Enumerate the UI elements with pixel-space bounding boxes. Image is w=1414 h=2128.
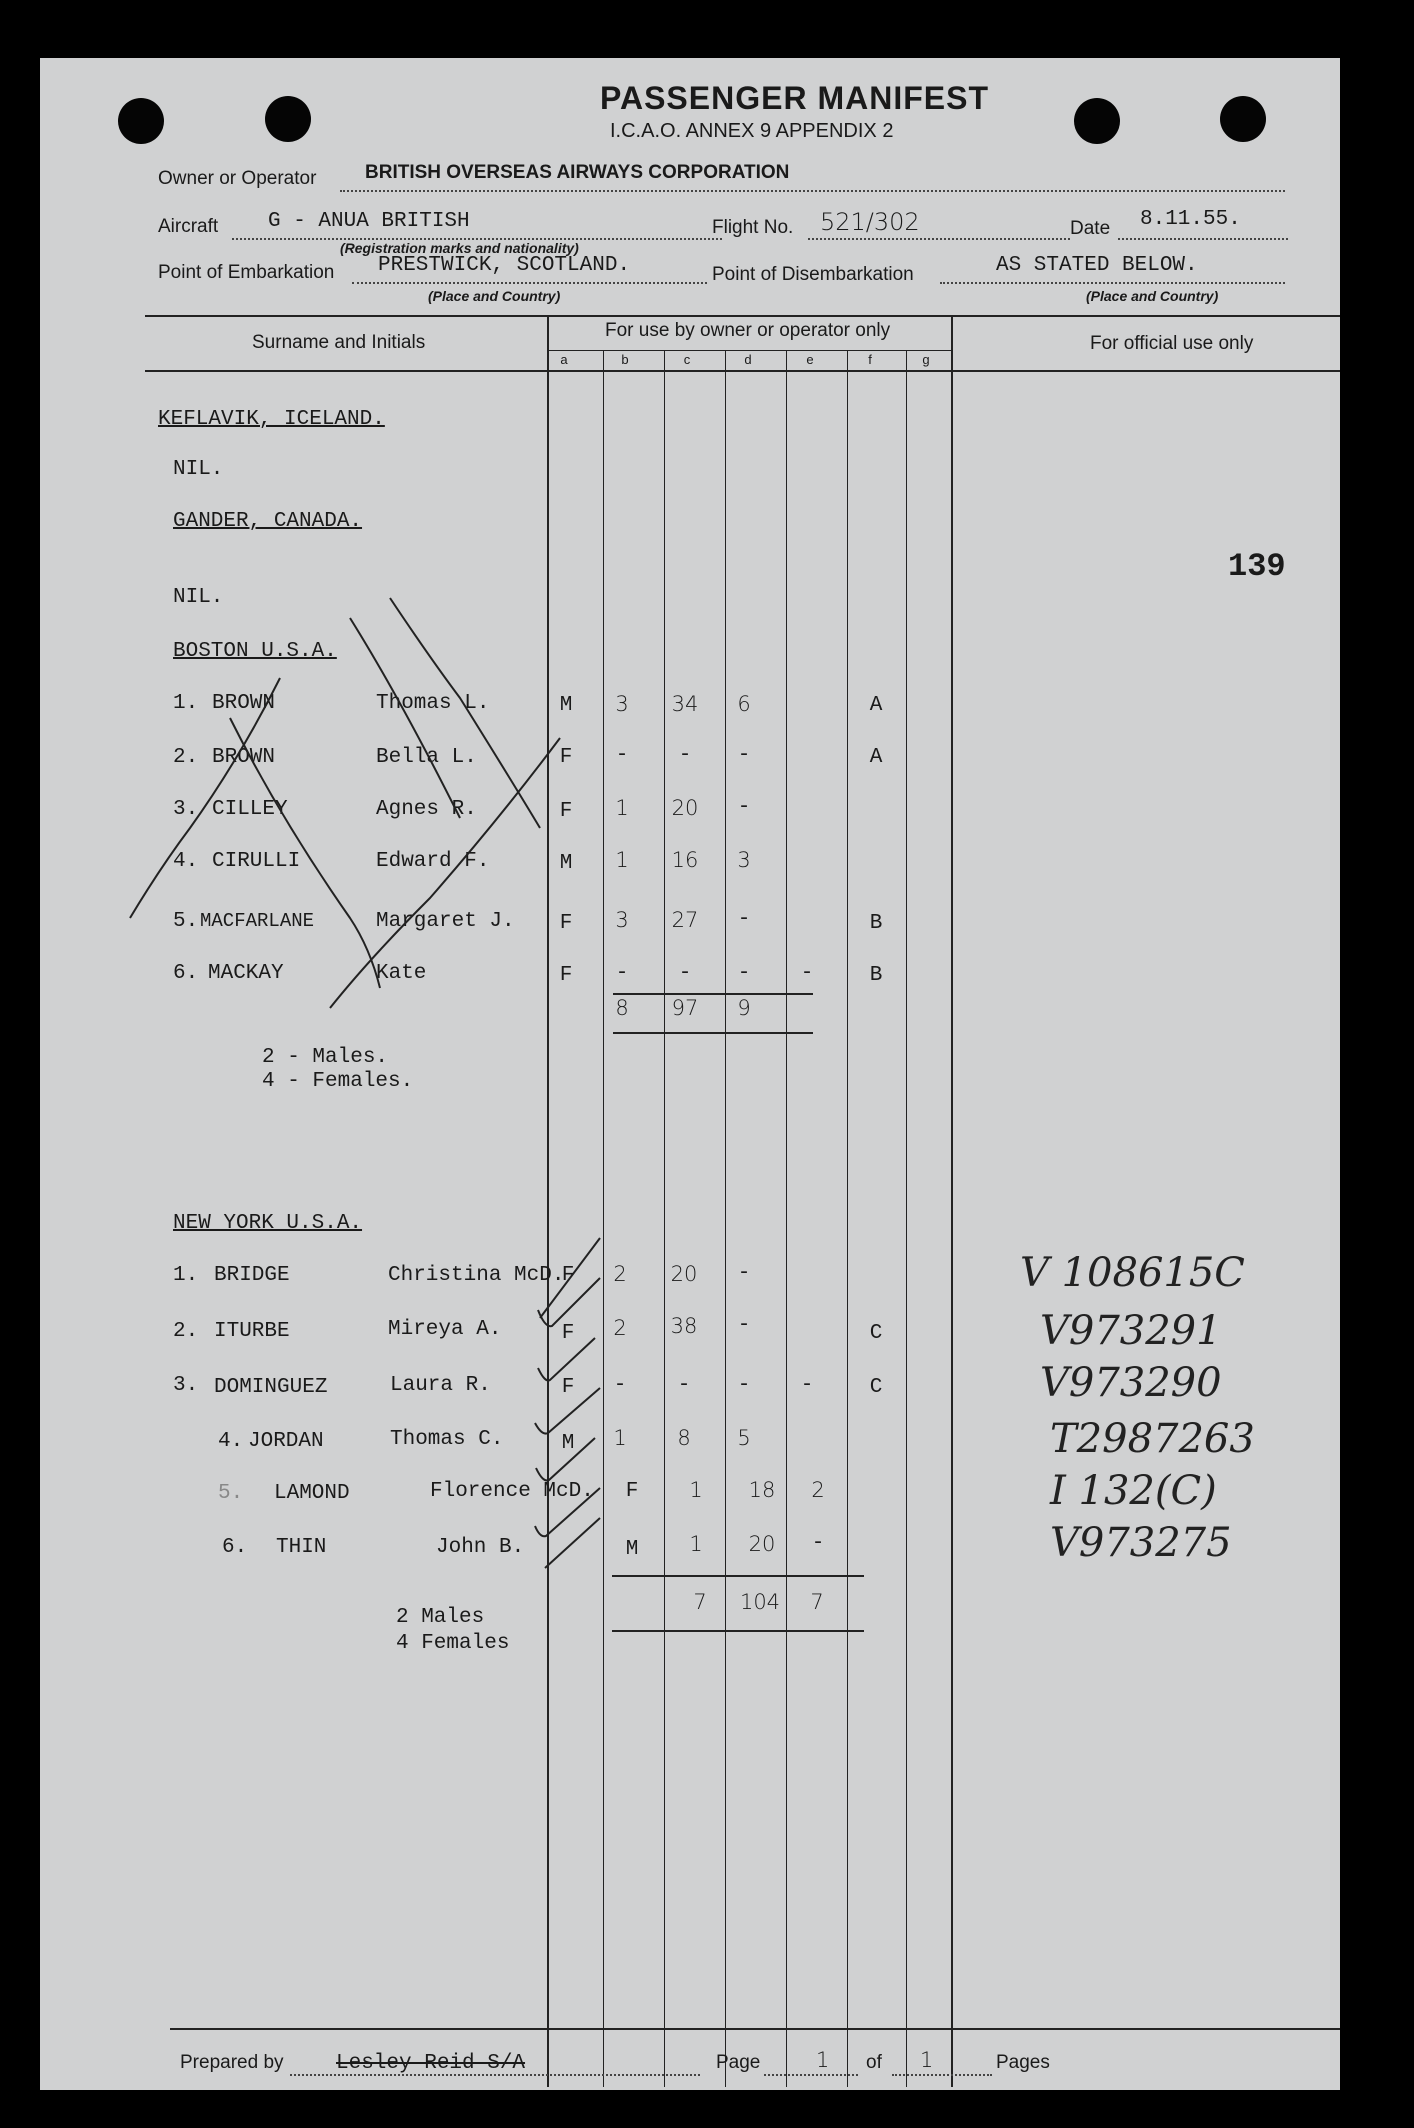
row-given-name: Thomas L. bbox=[376, 692, 490, 715]
row-given-name: Florence McD. bbox=[430, 1480, 594, 1503]
row-surname: LAMOND bbox=[274, 1482, 350, 1505]
row-col-f: B bbox=[869, 964, 883, 987]
row-col-e: - bbox=[800, 962, 814, 985]
row-col-b: - bbox=[615, 962, 629, 985]
col-letter-f: f bbox=[868, 352, 872, 367]
row-surname: DOMINGUEZ bbox=[214, 1376, 328, 1399]
row-col-d: - bbox=[737, 1374, 751, 1397]
row-number: 5. bbox=[173, 910, 199, 933]
row-surname: CIRULLI bbox=[212, 850, 301, 873]
row-col-d: - bbox=[811, 1532, 825, 1555]
prepared-label: Prepared by bbox=[180, 2052, 284, 2073]
flight-value: 521/302 bbox=[820, 208, 920, 236]
section-heading-boston: BOSTON U.S.A. bbox=[173, 640, 337, 663]
row-col-c: 20 bbox=[671, 796, 699, 820]
row-col-a: F bbox=[559, 912, 573, 935]
document-title: PASSENGER MANIFEST bbox=[600, 80, 989, 116]
row-col-a: F bbox=[561, 1322, 575, 1345]
row-col-c: 27 bbox=[671, 908, 699, 932]
row-col-b: 3 bbox=[615, 908, 629, 932]
row-number: 2. bbox=[173, 746, 199, 769]
of-value: 1 bbox=[920, 2048, 934, 2072]
row-surname: BROWN bbox=[212, 692, 276, 715]
row-col-c: - bbox=[677, 1374, 691, 1397]
row-surname: THIN bbox=[276, 1536, 327, 1559]
row-surname: MACKAY bbox=[208, 962, 284, 985]
row-number: 5. bbox=[218, 1482, 244, 1505]
row-col-b: 2 bbox=[613, 1316, 627, 1340]
row-surname: MACFARLANE bbox=[200, 910, 315, 932]
row-col-f: A bbox=[869, 694, 883, 717]
col-letter-e: e bbox=[806, 352, 814, 367]
row-given-name: Agnes R. bbox=[376, 798, 477, 821]
page-number: 139 bbox=[1228, 548, 1286, 585]
row-given-name: Margaret J. bbox=[376, 910, 515, 933]
owner-label: Owner or Operator bbox=[158, 168, 317, 189]
row-given-name: Kate bbox=[376, 962, 427, 985]
row-col-c: - bbox=[678, 744, 692, 767]
row-col-b: 3 bbox=[615, 692, 629, 716]
row-given-name: Edward F. bbox=[376, 850, 490, 873]
row-given-name: Thomas C. bbox=[390, 1428, 504, 1451]
official-passport-number: I 132(C) bbox=[1050, 1468, 1217, 1514]
row-col-a: F bbox=[559, 964, 573, 987]
row-col-f: A bbox=[869, 746, 883, 769]
owner-value: BRITISH OVERSEAS AIRWAYS CORPORATION bbox=[365, 162, 790, 183]
row-given-name: Laura R. bbox=[390, 1374, 491, 1397]
row-col-c: 38 bbox=[670, 1314, 698, 1338]
row-col-d: - bbox=[737, 1262, 751, 1285]
row-surname: ITURBE bbox=[214, 1320, 290, 1343]
summary-females: 4 Females bbox=[396, 1632, 510, 1655]
row-col-c: 20 bbox=[748, 1532, 776, 1556]
document-subtitle: I.C.A.O. ANNEX 9 APPENDIX 2 bbox=[610, 120, 894, 142]
row-col-a: F bbox=[561, 1376, 575, 1399]
row-number: 6. bbox=[173, 962, 199, 985]
row-col-d: - bbox=[737, 1314, 751, 1337]
row-col-d: 5 bbox=[737, 1426, 751, 1450]
row-number: 2. bbox=[173, 1320, 199, 1343]
row-col-d: - bbox=[737, 908, 751, 931]
col-letter-d: d bbox=[744, 352, 752, 367]
row-col-c: 20 bbox=[670, 1262, 698, 1286]
aircraft-value: G - ANUA BRITISH bbox=[268, 210, 470, 233]
row-col-c: - bbox=[678, 962, 692, 985]
row-col-a: M bbox=[559, 694, 573, 717]
section-heading-keflavik: KEFLAVIK, ICELAND. bbox=[158, 408, 385, 431]
row-surname: BRIDGE bbox=[214, 1264, 290, 1287]
total-col-c: 97 bbox=[671, 996, 699, 1020]
official-passport-number: V 108615C bbox=[1020, 1250, 1245, 1296]
total-col-d: 7 bbox=[810, 1590, 824, 1614]
date-value: 8.11.55. bbox=[1140, 208, 1241, 231]
row-col-f: C bbox=[869, 1376, 883, 1399]
row-col-c: 8 bbox=[677, 1426, 691, 1450]
total-col-b: 7 bbox=[693, 1590, 707, 1614]
col-letter-b: b bbox=[621, 352, 629, 367]
row-col-a: F bbox=[559, 800, 573, 823]
row-col-b: 1 bbox=[615, 796, 629, 820]
date-label: Date bbox=[1070, 218, 1111, 239]
row-col-d: - bbox=[737, 796, 751, 819]
official-passport-number: T2987263 bbox=[1050, 1416, 1255, 1462]
row-given-name: Christina McD. bbox=[388, 1264, 565, 1287]
official-passport-number: V973290 bbox=[1040, 1360, 1222, 1406]
row-col-b: 2 bbox=[613, 1262, 627, 1286]
surname-header: Surname and Initials bbox=[252, 332, 426, 353]
registration-note: (Registration marks and nationality) bbox=[340, 240, 579, 256]
total-col-c: 104 bbox=[739, 1590, 781, 1614]
row-number: 3. bbox=[173, 798, 199, 821]
row-given-name: Bella L. bbox=[376, 746, 477, 769]
row-col-d: 2 bbox=[811, 1478, 825, 1502]
embarkation-value: PRESTWICK, SCOTLAND. bbox=[378, 254, 631, 277]
row-col-b: 1 bbox=[689, 1532, 703, 1556]
aircraft-label: Aircraft bbox=[158, 216, 219, 237]
official-passport-number: V973275 bbox=[1050, 1520, 1232, 1566]
row-given-name: John B. bbox=[436, 1536, 525, 1559]
row-number: 4. bbox=[173, 850, 199, 873]
row-col-e: - bbox=[800, 1374, 814, 1397]
section-note-gander: NIL. bbox=[173, 586, 224, 609]
embarkation-label: Point of Embarkation bbox=[158, 262, 335, 283]
disembarkation-label: Point of Disembarkation bbox=[712, 264, 914, 285]
official-use-header: For official use only bbox=[1090, 333, 1254, 354]
row-col-b: 1 bbox=[689, 1478, 703, 1502]
row-col-a: F bbox=[561, 1264, 575, 1287]
summary-males: 2 - Males. bbox=[262, 1046, 389, 1069]
manifest-sheet bbox=[40, 58, 1340, 2090]
row-col-c: 18 bbox=[748, 1478, 776, 1502]
summary-males: 2 Males bbox=[396, 1606, 485, 1629]
col-letter-a: a bbox=[560, 352, 568, 367]
page-value: 1 bbox=[816, 2048, 830, 2072]
total-col-b: 8 bbox=[615, 996, 629, 1020]
flight-label: Flight No. bbox=[712, 217, 794, 238]
prepared-value: Lesley Reid S/A bbox=[336, 2052, 526, 2075]
of-label: of bbox=[866, 2052, 882, 2073]
row-col-c: 16 bbox=[671, 848, 699, 872]
summary-females: 4 - Females. bbox=[262, 1070, 414, 1093]
row-number: 1. bbox=[173, 1264, 199, 1287]
place-note: (Place and Country) bbox=[428, 288, 561, 304]
row-surname: BROWN bbox=[212, 746, 276, 769]
row-col-b: 1 bbox=[613, 1426, 627, 1450]
place-note: (Place and Country) bbox=[1086, 288, 1219, 304]
row-col-a: M bbox=[559, 852, 573, 875]
page-label: Page bbox=[716, 2052, 761, 2073]
cross-out-marks bbox=[40, 58, 1340, 2090]
section-heading-newyork: NEW YORK U.S.A. bbox=[173, 1212, 363, 1235]
official-passport-number: V973291 bbox=[1040, 1308, 1222, 1354]
row-col-d: 6 bbox=[737, 692, 751, 716]
row-number: 1. bbox=[173, 692, 199, 715]
row-number: 4. bbox=[218, 1430, 244, 1453]
row-col-a: M bbox=[561, 1432, 575, 1455]
section-heading-gander: GANDER, CANADA. bbox=[173, 510, 363, 533]
total-col-d: 9 bbox=[737, 996, 751, 1020]
row-number: 6. bbox=[222, 1536, 248, 1559]
row-surname: JORDAN bbox=[248, 1430, 324, 1453]
section-note-keflavik: NIL. bbox=[173, 458, 224, 481]
owner-use-header: For use by owner or operator only bbox=[605, 320, 891, 341]
row-col-d: - bbox=[737, 962, 751, 985]
row-col-a: M bbox=[625, 1538, 639, 1561]
row-col-a: F bbox=[625, 1480, 639, 1503]
pages-label: Pages bbox=[996, 2052, 1050, 2073]
row-col-d: 3 bbox=[737, 848, 751, 872]
row-col-b: - bbox=[615, 744, 629, 767]
row-col-b: - bbox=[613, 1374, 627, 1397]
row-col-f: C bbox=[869, 1322, 883, 1345]
row-number: 3. bbox=[173, 1374, 199, 1397]
row-col-d: - bbox=[737, 744, 751, 767]
col-letter-g: g bbox=[922, 352, 930, 367]
row-col-f: B bbox=[869, 912, 883, 935]
row-col-a: F bbox=[559, 746, 573, 769]
disembarkation-value: AS STATED BELOW. bbox=[996, 254, 1198, 277]
row-surname: CILLEY bbox=[212, 798, 288, 821]
row-col-b: 1 bbox=[615, 848, 629, 872]
col-letter-c: c bbox=[683, 352, 691, 367]
row-given-name: Mireya A. bbox=[388, 1318, 502, 1341]
row-col-c: 34 bbox=[671, 692, 699, 716]
